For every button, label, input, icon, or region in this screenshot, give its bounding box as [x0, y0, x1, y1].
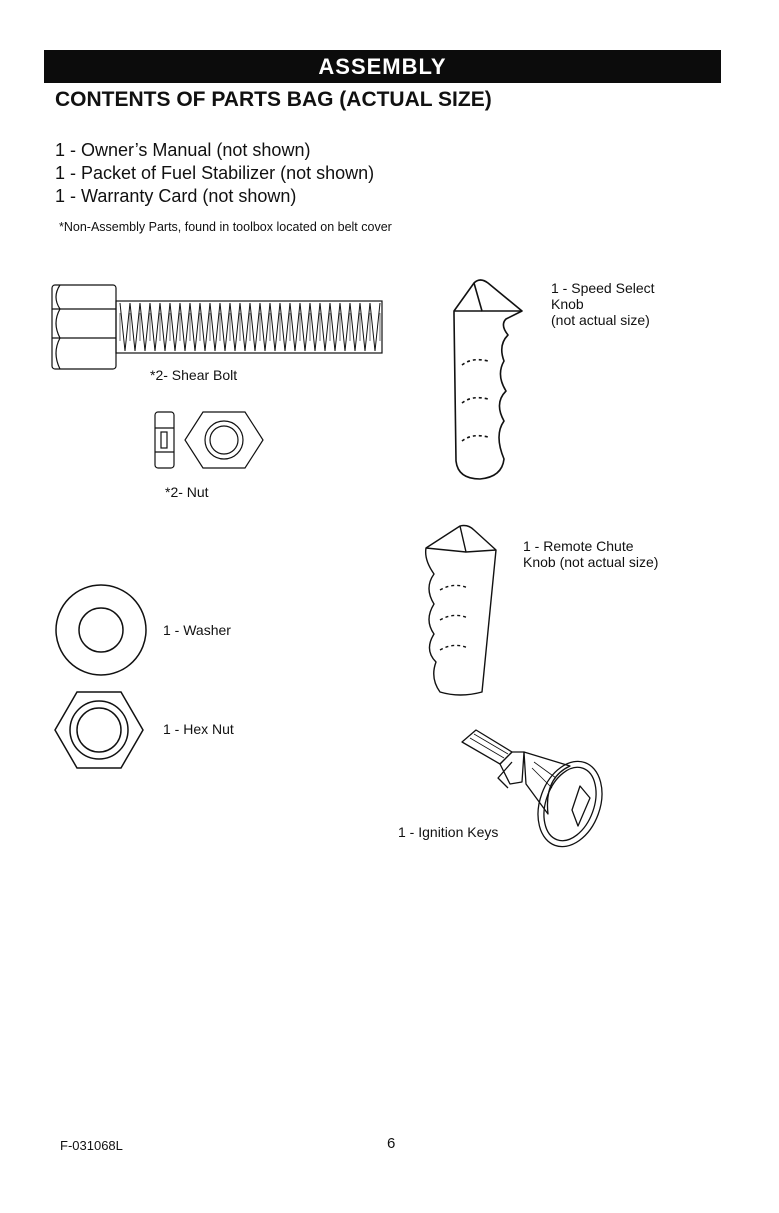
- contents-list: [55, 139, 374, 208]
- remote-chute-knob-illustration: [420, 522, 502, 698]
- hex-nut-label: 1 - Hex Nut: [163, 721, 234, 737]
- hex-nut-icon: [53, 690, 145, 772]
- nut-illustration: [153, 410, 265, 472]
- washer-icon: [53, 582, 151, 680]
- list-item: 1 - Owner’s Manual (not shown): [55, 140, 311, 160]
- ignition-keys-label: 1 - Ignition Keys: [398, 824, 499, 840]
- washer-label: 1 - Washer: [163, 622, 231, 638]
- list-item: 1 - Warranty Card (not shown): [55, 186, 297, 206]
- section-banner: ASSEMBLY: [44, 50, 721, 83]
- speed-select-knob-label: 1 - Speed Select Knob (not actual size): [551, 280, 655, 328]
- shear-bolt-illustration: [50, 283, 390, 373]
- shear-bolt-label: *2- Shear Bolt: [150, 367, 238, 383]
- remote-chute-knob-label: 1 - Remote Chute Knob (not actual size): [523, 538, 659, 570]
- page-number: 6: [387, 1135, 396, 1152]
- speed-select-knob-illustration: [448, 275, 528, 485]
- list-item: 1 - Packet of Fuel Stabilizer (not shown): [55, 163, 375, 183]
- part-number: F-031068L: [60, 1138, 123, 1153]
- page-heading: CONTENTS OF PARTS BAG (ACTUAL SIZE): [55, 88, 492, 111]
- nut-label: *2- Nut: [165, 484, 209, 500]
- non-assembly-note: *Non-Assembly Parts, found in toolbox located on belt cover: [59, 220, 392, 234]
